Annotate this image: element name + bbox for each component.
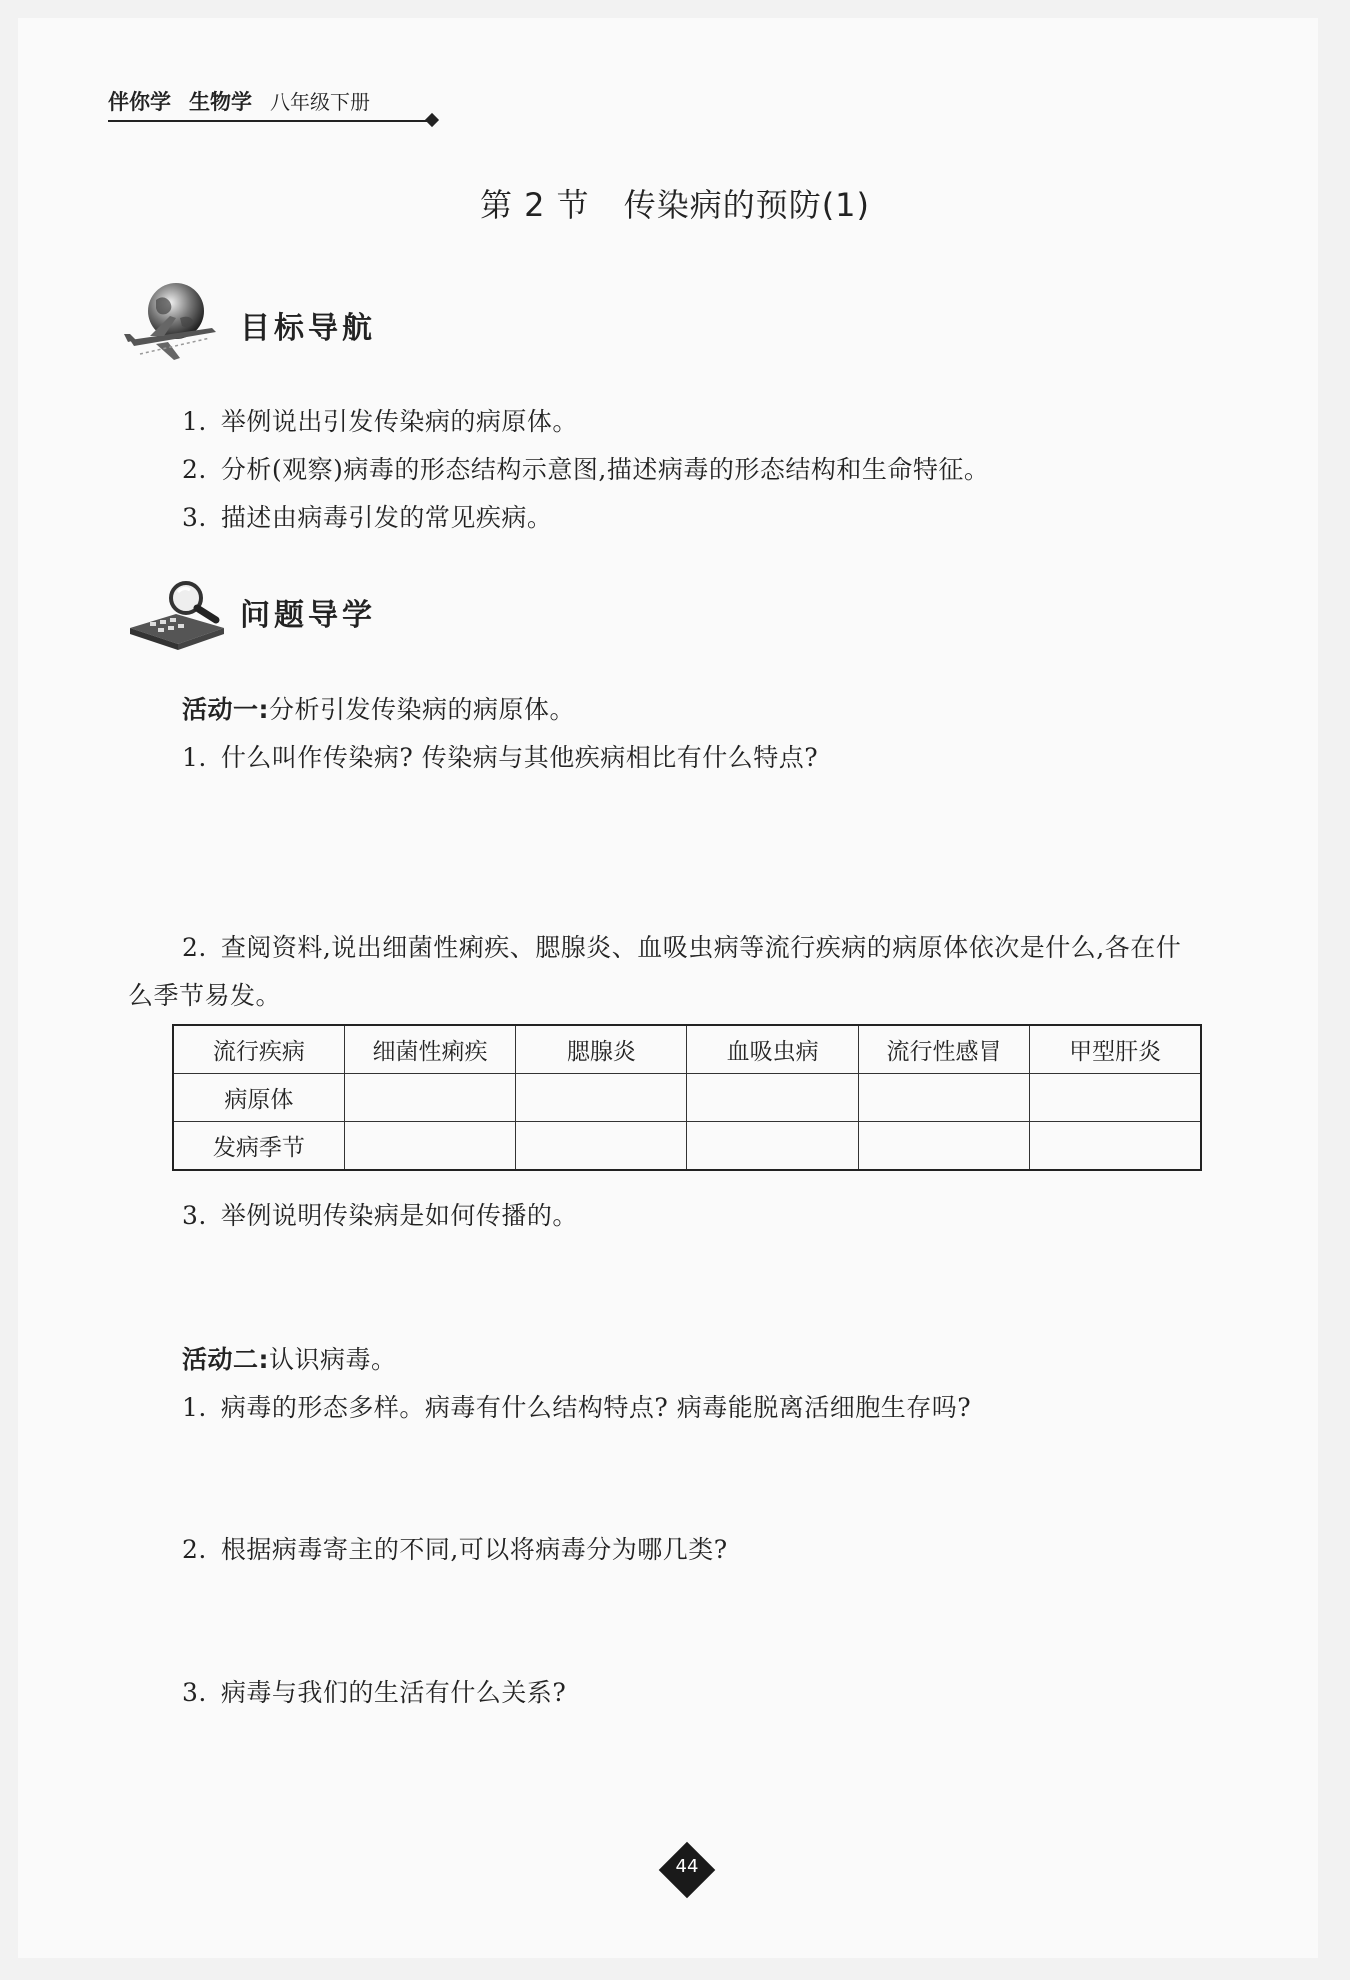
row-label-season: 发病季节	[173, 1122, 344, 1171]
answer-cell[interactable]	[1030, 1122, 1201, 1171]
answer-cell[interactable]	[687, 1122, 858, 1171]
page-number: 44	[675, 1856, 699, 1877]
a2-q2-number: 2.	[182, 1535, 207, 1564]
activity-1-question-3	[182, 1196, 578, 1232]
answer-cell[interactable]	[858, 1074, 1029, 1122]
guide-heading: 问题导学	[240, 598, 376, 633]
subject-name: 生物学	[189, 90, 252, 114]
row-label-pathogen: 病原体	[173, 1074, 344, 1122]
table-header-cell: 流行性感冒	[858, 1025, 1029, 1074]
table-row	[173, 1122, 1201, 1171]
page-title	[0, 180, 1350, 226]
section-title: 传染病的预防(1)	[623, 186, 871, 224]
activity-1-text: 分析引发传染病的病原体。	[269, 695, 576, 724]
table-header-cell: 流行疾病	[173, 1025, 344, 1074]
answer-cell[interactable]	[344, 1122, 515, 1171]
activity-2-label: 活动二:	[182, 1345, 269, 1374]
a1-q1-number: 1.	[182, 743, 207, 772]
table-header-cell: 血吸虫病	[687, 1025, 858, 1074]
activity-2-title	[182, 1340, 397, 1376]
a1-q3-text: 举例说明传染病是如何传播的。	[220, 1201, 578, 1230]
goal-2-text: 分析(观察)病毒的形态结构示意图,描述病毒的形态结构和生命特征。	[220, 455, 990, 484]
activity-1-title	[182, 690, 575, 726]
section-number: 第 2 节	[479, 186, 590, 224]
answer-cell[interactable]	[516, 1122, 687, 1171]
goal-2-number: 2.	[182, 455, 207, 484]
activity-2-question-2	[182, 1530, 728, 1566]
page-number-badge	[664, 1847, 710, 1893]
globe-airplane-icon	[120, 278, 230, 368]
activity-2-text: 认识病毒。	[269, 1345, 397, 1374]
answer-cell[interactable]	[1030, 1074, 1201, 1122]
activity-2-question-1	[182, 1388, 971, 1424]
a2-q3-text: 病毒与我们的生活有什么关系?	[220, 1678, 567, 1707]
a1-q1-text: 什么叫作传染病? 传染病与其他疾病相比有什么特点?	[220, 743, 819, 772]
answer-cell[interactable]	[687, 1074, 858, 1122]
header-rule	[108, 120, 430, 122]
goal-1-number: 1.	[182, 407, 207, 436]
a1-q3-number: 3.	[182, 1201, 207, 1230]
answer-cell[interactable]	[516, 1074, 687, 1122]
table-header-cell: 细菌性痢疾	[344, 1025, 515, 1074]
grade-label: 八年级下册	[270, 90, 370, 114]
answer-cell[interactable]	[858, 1122, 1029, 1171]
a2-q1-number: 1.	[182, 1393, 207, 1422]
answer-cell[interactable]	[344, 1074, 515, 1122]
goal-3-text: 描述由病毒引发的常见疾病。	[220, 503, 553, 532]
goal-1-text: 举例说出引发传染病的病原体。	[220, 407, 578, 436]
activity-1-question-2-line-2	[128, 976, 281, 1012]
goals-heading: 目标导航	[240, 311, 376, 346]
running-header	[108, 86, 438, 120]
a2-q2-text: 根据病毒寄主的不同,可以将病毒分为哪几类?	[220, 1535, 728, 1564]
a1-q2-number: 2.	[182, 933, 207, 962]
goal-3-number: 3.	[182, 503, 207, 532]
activity-1-question-2-line-1	[182, 928, 1181, 964]
table-header-cell: 甲型肝炎	[1030, 1025, 1201, 1074]
activity-1-label: 活动一:	[182, 695, 269, 724]
goal-item-1	[182, 402, 578, 438]
table-header-cell: 腮腺炎	[516, 1025, 687, 1074]
a1-q2-text-2: 么季节易发。	[128, 981, 282, 1010]
a1-q2-text-1: 查阅资料,说出细菌性痢疾、腮腺炎、血吸虫病等流行疾病的病原体依次是什么,各在什	[220, 933, 1182, 962]
activity-2-question-3	[182, 1673, 566, 1709]
book-name: 伴你学	[108, 90, 171, 114]
a2-q3-number: 3.	[182, 1678, 207, 1707]
activity-1-question-1	[182, 738, 818, 774]
table-header-row	[173, 1025, 1201, 1074]
table-row	[173, 1074, 1201, 1122]
magnifier-book-icon	[124, 578, 232, 652]
a2-q1-text: 病毒的形态多样。病毒有什么结构特点? 病毒能脱离活细胞生存吗?	[220, 1393, 972, 1422]
disease-table	[172, 1024, 1202, 1171]
goal-item-3	[182, 498, 552, 534]
goal-item-2	[182, 450, 989, 486]
